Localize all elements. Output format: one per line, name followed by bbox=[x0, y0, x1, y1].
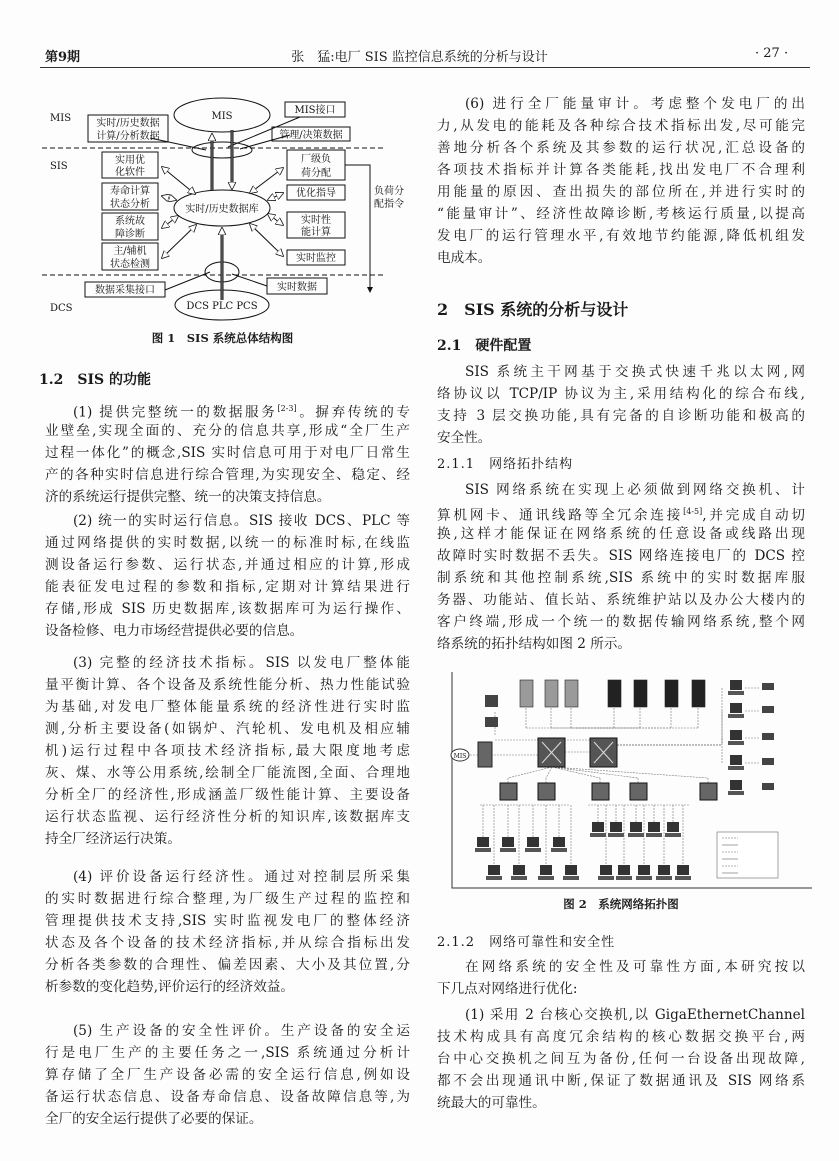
pc-base-icon bbox=[728, 741, 744, 745]
text-line: 设备检修、电力市场经营提供必要的信息。 bbox=[45, 623, 304, 639]
page-number: · 27 · bbox=[755, 46, 789, 61]
mis-node-label: MIS bbox=[211, 111, 233, 122]
text-line: 分析全厂的经济性,形成涵盖厂级性能计算、主要设备 bbox=[45, 787, 410, 803]
text-line: 备运行状态信息、设备寿命信息、设备故障信息等,为 bbox=[45, 1089, 410, 1105]
pc-monitor-icon bbox=[677, 865, 689, 875]
text-line: (3) 完整的经济技术指标。SIS 以发电厂整体能 bbox=[73, 655, 410, 671]
text-line: 行是电厂生产的主要任务之一,SIS 系统通过分析计 bbox=[45, 1045, 410, 1061]
text-line: 客户终端,形成一个统一的数据传输网络系统,整个网 bbox=[437, 614, 805, 630]
text-line: 状态及各个设备的技术经济指标,并从综合指标出发 bbox=[45, 935, 410, 951]
pc-monitor-icon bbox=[488, 865, 500, 875]
text-line: 全厂的安全运行提供了必要的保证。 bbox=[45, 1111, 263, 1127]
server-icon bbox=[565, 680, 578, 707]
pc-monitor-icon bbox=[730, 703, 742, 713]
text-line: (1) 采用 2 台核心交换机,以 GigaEthernetChannel bbox=[465, 1007, 805, 1023]
box-load-dispatch-2: 荷分配 bbox=[301, 168, 331, 179]
firewall-icon bbox=[478, 742, 492, 767]
pc-monitor-icon bbox=[630, 822, 642, 832]
access-switch-icon bbox=[630, 783, 647, 800]
network-link bbox=[546, 767, 552, 778]
server-icon bbox=[545, 680, 558, 707]
pc-base-icon bbox=[486, 876, 502, 880]
pc-monitor-icon bbox=[730, 680, 742, 690]
dcs-node-label: DCS PLC PCS bbox=[186, 301, 258, 312]
box-life-calc-2: 状态分析 bbox=[110, 199, 150, 210]
box-realtime-monitor: 实时监控 bbox=[296, 253, 336, 264]
pc-base-icon bbox=[525, 848, 541, 852]
text-line: 能表征发电过程的参数和指标,定期对计算结果进行 bbox=[45, 579, 410, 595]
layer-label-mis: MIS bbox=[50, 113, 72, 124]
text-line: SIS 网络系统在实现上必须做到网络交换机、计 bbox=[465, 482, 805, 498]
pc-base-icon bbox=[511, 876, 527, 880]
pc-base-icon bbox=[656, 876, 672, 880]
pc-monitor-icon bbox=[618, 865, 630, 875]
text-line: 为基础,对发电厂整体能量系统的经济性进行实时监 bbox=[45, 699, 410, 715]
section-2-1-2-heading: 2.1.2 网络可靠性和安全性 bbox=[437, 935, 616, 950]
text-line: (6) 进行全厂能量审计。考虑整个发电厂的出 bbox=[465, 96, 805, 112]
layer-label-dcs: DCS bbox=[50, 303, 73, 314]
pc-monitor-icon bbox=[527, 837, 539, 847]
pc-base-icon bbox=[475, 848, 491, 852]
peripheral-icon bbox=[762, 683, 774, 690]
network-link bbox=[552, 767, 638, 778]
pc-base-icon bbox=[728, 791, 744, 795]
pc-base-icon bbox=[500, 848, 516, 852]
pc-monitor-icon bbox=[667, 822, 679, 832]
figure-2-caption: 图 2 系统网络拓扑图 bbox=[563, 897, 679, 911]
peripheral-icon bbox=[762, 758, 774, 765]
pc-base-icon bbox=[628, 833, 644, 837]
text-line: (2) 统一的实时运行信息。SIS 接收 DCS、PLC 等 bbox=[73, 513, 410, 529]
text-line: 存储,形成 SIS 历史数据库,该数据库可为运行操作、 bbox=[45, 601, 410, 617]
load-command-label: 负荷分 bbox=[374, 186, 404, 197]
box-fault-diagnosis-2: 障诊断 bbox=[115, 229, 145, 240]
para-2-1-2-item-1 bbox=[437, 1004, 805, 1114]
pc-base-icon bbox=[616, 876, 632, 880]
box-optimization-software-2: 化软件 bbox=[115, 167, 145, 178]
text-line: 灰、煤、水等公用系统,绘制全厂能流图,全面、合理地 bbox=[45, 765, 410, 781]
text-line: 络系统的拓扑结构如图 2 所示。 bbox=[437, 636, 632, 652]
legend-box bbox=[717, 832, 778, 878]
pc-base-icon bbox=[538, 876, 554, 880]
box-state-detection-2: 状态检测 bbox=[110, 259, 150, 270]
text-line: SIS 系统主干网基于交换式快速千兆以太网,网 bbox=[465, 364, 805, 380]
text-line: (5) 生产设备的安全性评价。生产设备的安全运 bbox=[73, 1023, 410, 1039]
pc-base-icon bbox=[608, 833, 624, 837]
section-2-1-heading: 2.1 硬件配置 bbox=[437, 338, 532, 354]
section-2-1-1-heading: 2.1.1 网络拓扑结构 bbox=[437, 457, 574, 472]
acq-interface-label: 数据采集接口 bbox=[95, 285, 155, 296]
para-5 bbox=[45, 1020, 410, 1130]
text-line: 支持 3 层交换功能,具有完备的自诊断功能和极高的 bbox=[437, 408, 805, 424]
text-line: 算机网卡、通讯线路等全冗余连接[4-5],并完成自动切 bbox=[437, 507, 805, 524]
pc-monitor-icon bbox=[477, 837, 489, 847]
text-line: 机)运行过程中各项技术经济指标,最大限度地考虑 bbox=[45, 743, 410, 759]
database-label: 实时/历史数据库 bbox=[185, 204, 259, 215]
pc-monitor-icon bbox=[565, 865, 577, 875]
text-line: 技术构成具有高度冗余结构的核心数据交换平台,两 bbox=[437, 1029, 805, 1045]
section-2-heading: 2 SIS 系统的分析与设计 bbox=[437, 300, 629, 319]
box-optimization-software: 实用优 bbox=[115, 155, 145, 166]
box-optimization-guide: 优化指导 bbox=[296, 188, 336, 199]
text-line: 测,分析主要设备(如锅炉、汽轮机、发电机及相应辅 bbox=[45, 721, 410, 737]
access-switch-icon bbox=[538, 783, 555, 800]
text-line: 的实时数据进行综合整理,为厂级生产过程的监控和 bbox=[45, 891, 410, 907]
text-line: 在网络系统的安全性及可靠性方面,本研究按以 bbox=[465, 959, 805, 975]
pc-monitor-icon bbox=[730, 755, 742, 765]
text-line: 业壁垒,实现全面的、充分的信息共享,形成“全厂生产 bbox=[45, 423, 410, 439]
pc-base-icon bbox=[646, 833, 662, 837]
pc-base-icon bbox=[590, 833, 606, 837]
text-line: “能量审计”、经济性故障诊断,考核运行质量,以提高 bbox=[437, 206, 805, 222]
text-line: 量平衡计算、各个设备及系统性能分析、热力性能试验 bbox=[45, 677, 410, 693]
figure-1-caption: 图 1 SIS 系统总体结构图 bbox=[151, 331, 294, 345]
text-line: 发电厂的运行管理水平,有效地节约能源,降低机组发 bbox=[437, 228, 805, 244]
pc-monitor-icon bbox=[658, 865, 670, 875]
text-line: 算存储了全厂生产设备必需的安全运行信息,例如设 bbox=[45, 1067, 410, 1083]
text-line: (1) 提供完整统一的数据服务[2-3]。摒弃传统的专 bbox=[73, 404, 411, 421]
text-line: 各项技术指标并计算各类能耗,找出发电厂不合理利 bbox=[437, 162, 805, 178]
printer-icon bbox=[485, 717, 498, 727]
pc-monitor-icon bbox=[592, 822, 604, 832]
pc-base-icon bbox=[728, 766, 744, 770]
mis-cloud-label: MIS bbox=[453, 753, 467, 760]
printer-icon bbox=[485, 695, 498, 707]
running-title: 张 猛:电厂 SIS 监控信息系统的分析与设计 bbox=[291, 50, 548, 65]
pc-monitor-icon bbox=[553, 837, 565, 847]
pc-monitor-icon bbox=[638, 865, 650, 875]
pc-monitor-icon bbox=[540, 865, 552, 875]
text-line: 统最大的可靠性。 bbox=[437, 1095, 546, 1111]
pc-base-icon bbox=[563, 876, 579, 880]
pc-base-icon bbox=[728, 691, 744, 695]
mis-interface-label: MIS接口 bbox=[294, 105, 336, 116]
pc-base-icon bbox=[598, 876, 614, 880]
network-link bbox=[508, 767, 552, 778]
pc-monitor-icon bbox=[600, 865, 612, 875]
text-line: 管理提供技术支持,SIS 实时监视发电厂的整体经济 bbox=[45, 913, 410, 929]
server-icon bbox=[608, 680, 621, 707]
issue-number: 第9期 bbox=[45, 50, 81, 65]
server-icon bbox=[520, 680, 533, 707]
text-line: 析参数的变化趋势,评价运行的经济效益。 bbox=[45, 979, 295, 995]
text-line: 换,这样才能保证在网络系统的任意设备或线路出现 bbox=[437, 526, 805, 542]
pc-monitor-icon bbox=[610, 822, 622, 832]
text-line: 电成本。 bbox=[437, 250, 492, 266]
box-load-dispatch: 厂级负 bbox=[301, 154, 331, 165]
box-fault-diagnosis: 系统故 bbox=[115, 216, 145, 227]
pc-monitor-icon bbox=[502, 837, 514, 847]
text-line: 制系统和其他控制系统,SIS 系统中的实时数据库服 bbox=[437, 570, 805, 586]
load-command-label-2: 配指令 bbox=[374, 199, 404, 210]
text-line: 力,从发电的能耗及各种综合技术指标出发,尽可能完 bbox=[437, 118, 805, 134]
text-line: 络协议以 TCP/IP 协议为主,采用结构化的综合布线, bbox=[437, 386, 805, 402]
server-icon bbox=[692, 680, 705, 707]
text-line: 通过网络提供的实时数据,以统一的标准时标,在线监 bbox=[45, 535, 410, 551]
text-line: 用能量的原因、查出损失的部位所在,并进行实时的 bbox=[437, 184, 805, 200]
text-line: 运行状态监视、运行经济性分析的知识库,该数据库支 bbox=[45, 809, 410, 825]
layer-label-sis: SIS bbox=[50, 161, 68, 172]
calc-data-label-1: 实时/历史数据 bbox=[96, 118, 160, 129]
pc-base-icon bbox=[728, 714, 744, 718]
text-line: (4) 评价设备运行经济性。通过对控制层所采集 bbox=[73, 869, 410, 885]
text-line: 测设备运行参数、运行状态,并通过相应的计算,形成 bbox=[45, 557, 410, 573]
pc-monitor-icon bbox=[513, 865, 525, 875]
access-switch-icon bbox=[592, 783, 609, 800]
peripheral-icon bbox=[762, 733, 774, 740]
text-line: 台中心交换机之间互为备份,任何一台设备出现故障, bbox=[437, 1051, 805, 1067]
box-performance-calc: 实时性 bbox=[301, 215, 331, 226]
server-icon bbox=[634, 680, 647, 707]
pc-base-icon bbox=[675, 876, 691, 880]
pc-monitor-icon bbox=[730, 730, 742, 740]
text-line: 安全性。 bbox=[437, 430, 492, 446]
calc-data-label-2: 计算/分析数据 bbox=[96, 131, 160, 142]
text-line: 持全厂经济运行决策。 bbox=[45, 831, 181, 847]
text-line: 善地分析各个系统及其参数的运行状况,汇总设备的 bbox=[437, 140, 805, 156]
para-2-1-2 bbox=[437, 956, 805, 1000]
pc-base-icon bbox=[665, 833, 681, 837]
text-line: 济的系统运行提供完整、统一的决策支持信息。 bbox=[45, 489, 331, 505]
access-switch-icon bbox=[700, 783, 717, 800]
section-1-2-heading: 1.2 SIS 的功能 bbox=[39, 372, 151, 388]
text-line: 务器、功能站、值长站、系统维护站以及办公大楼内的 bbox=[437, 592, 805, 608]
text-line: 过程一体化”的概念,SIS 实时信息可用于对电厂日常生 bbox=[45, 445, 410, 461]
text-line: 下几点对网络进行优化: bbox=[437, 981, 578, 997]
access-switch-icon bbox=[500, 783, 517, 800]
text-line: 都不会出现通讯中断,保证了数据通讯及 SIS 网络系 bbox=[437, 1073, 805, 1089]
pc-base-icon bbox=[636, 876, 652, 880]
server-icon bbox=[665, 680, 678, 707]
text-line: 故障时实时数据不丢失。SIS 网络连接电厂的 DCS 控 bbox=[437, 548, 805, 564]
mgmt-data-label: 管理/决策数据 bbox=[279, 130, 343, 141]
peripheral-icon bbox=[762, 783, 774, 790]
box-state-detection: 主/辅机 bbox=[113, 246, 147, 257]
pc-base-icon bbox=[551, 848, 567, 852]
box-life-calc: 寿命计算 bbox=[110, 186, 150, 197]
realtime-data-label: 实时数据 bbox=[277, 282, 317, 293]
text-line: 产的各种实时信息进行综合管理,为实现安全、稳定、经 bbox=[45, 467, 410, 483]
peripheral-icon bbox=[762, 706, 774, 713]
pc-monitor-icon bbox=[730, 780, 742, 790]
pc-monitor-icon bbox=[648, 822, 660, 832]
box-performance-calc-2: 能计算 bbox=[301, 227, 331, 238]
text-line: 分析各类参数的合理性、偏差因素、大小及其位置,分 bbox=[45, 957, 410, 973]
